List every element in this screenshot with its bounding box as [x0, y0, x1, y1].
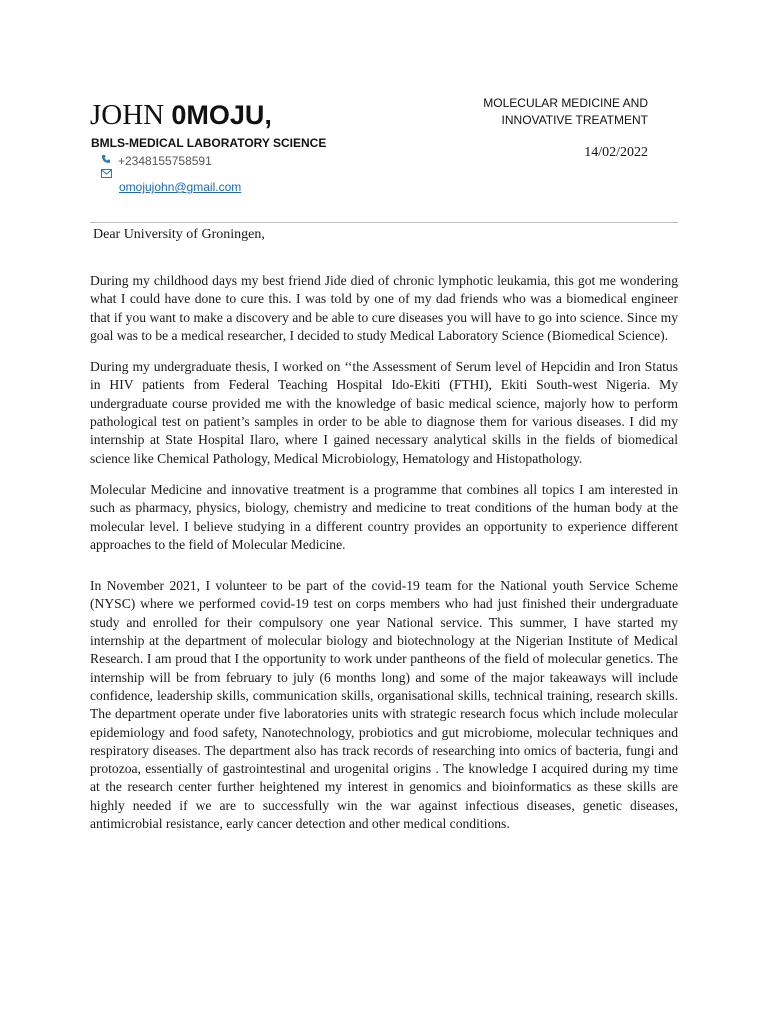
header-divider — [90, 222, 678, 223]
program-line-1: MOLECULAR MEDICINE AND — [483, 96, 648, 110]
first-name: JOHN — [90, 99, 165, 131]
phone-icon — [101, 154, 115, 168]
envelope-icon — [101, 168, 115, 182]
paragraph-3: Molecular Medicine and innovative treatment is a programme that combines all topics I am interested in such as pharmacy, physics, biology, chemistry and medicine to treat conditions of the human body at the molecular level. I believe studying in a different country provides an opportunity to experience different approaches to the field of Molecular Medicine. — [90, 481, 678, 552]
email-icon-row — [101, 168, 115, 182]
letter-date: 14/02/2022 — [584, 145, 648, 160]
phone-number: +2348155758591 — [118, 154, 212, 168]
paragraph-1: During my childhood days my best friend Jide died of chronic lymphotic leukamia, this got me wondering what I could have done to cure this. I was told by one of my dad friends who was a biomedical engineer that if you want to make a discovery and be able to cure diseases you will have to go into science. Since my goal was to be a medical researcher, I decided to study Medical Laboratory Science (Biomedical Science). — [90, 273, 678, 343]
applicant-name — [90, 96, 272, 134]
paragraph-2: During my undergraduate thesis, I worked on ‘‘the Assessment of Serum level of Hepcidin and Iron Status in HIV patients from Federal Teaching Hospital Ido-Ekiti (FTHI), Ekiti South-west Nigeria. My undergraduate course provided me with the knowledge of basic medical science, majorly how to perform pathological test on patient’s samples in order to be able to diagnose them for various diseases. I did my internship at State Hospital Ilaro, where I gained necessary analytical skills in the fields of biomedical science like Chemical Pathology, Medical Microbiology, Hematology and Histopathology. — [90, 359, 678, 466]
last-name: 0MOJU, — [171, 100, 272, 130]
email-link[interactable]: omojujohn@gmail.com — [119, 180, 242, 194]
program-title — [483, 95, 648, 129]
paragraph-4: In November 2021, I volunteer to be part of the covid-19 team for the National youth Service Scheme (NYSC) where we performed covid-19 test on corps members who had just finished their undergraduate study and enrolled for their compulsory one year National service. This summer, I have started my internship at the department of molecular biology and biotechnology at the Nigerian Institute of Medical Research. I am proud that I the opportunity to work under pantheons of the field of molecular genetics. The internship will be from february to july (6 months long) and some of the major takeaways will include confidence, leadership skills, communication skills, organisational skills, technical training, research skills. The department operate under five laboratories units with strategic research focus which include molecular epidemiology and food safety, Nanotechnology, probiotics and gut microbiome, molecular techniques and respiratory diseases. The department also has track records of researching into omics of bacteria, fungi and protozoa, essentially of gastrointestinal and urogenital origins . The knowledge I acquired during my time at the research center further heightened my interest in genomics and bioinformatics as these skills are highly needed if we are to successfully win the war against infectious diseases, genetic diseases, antimicrobial resistance, early cancer detection and other medical conditions. — [90, 578, 678, 832]
program-line-2: INNOVATIVE TREATMENT — [501, 113, 648, 127]
salutation: Dear University of Groningen, — [93, 227, 265, 242]
phone-row — [101, 154, 212, 168]
letter-body — [90, 272, 678, 833]
degree-title: BMLS-MEDICAL LABORATORY SCIENCE — [91, 136, 327, 150]
